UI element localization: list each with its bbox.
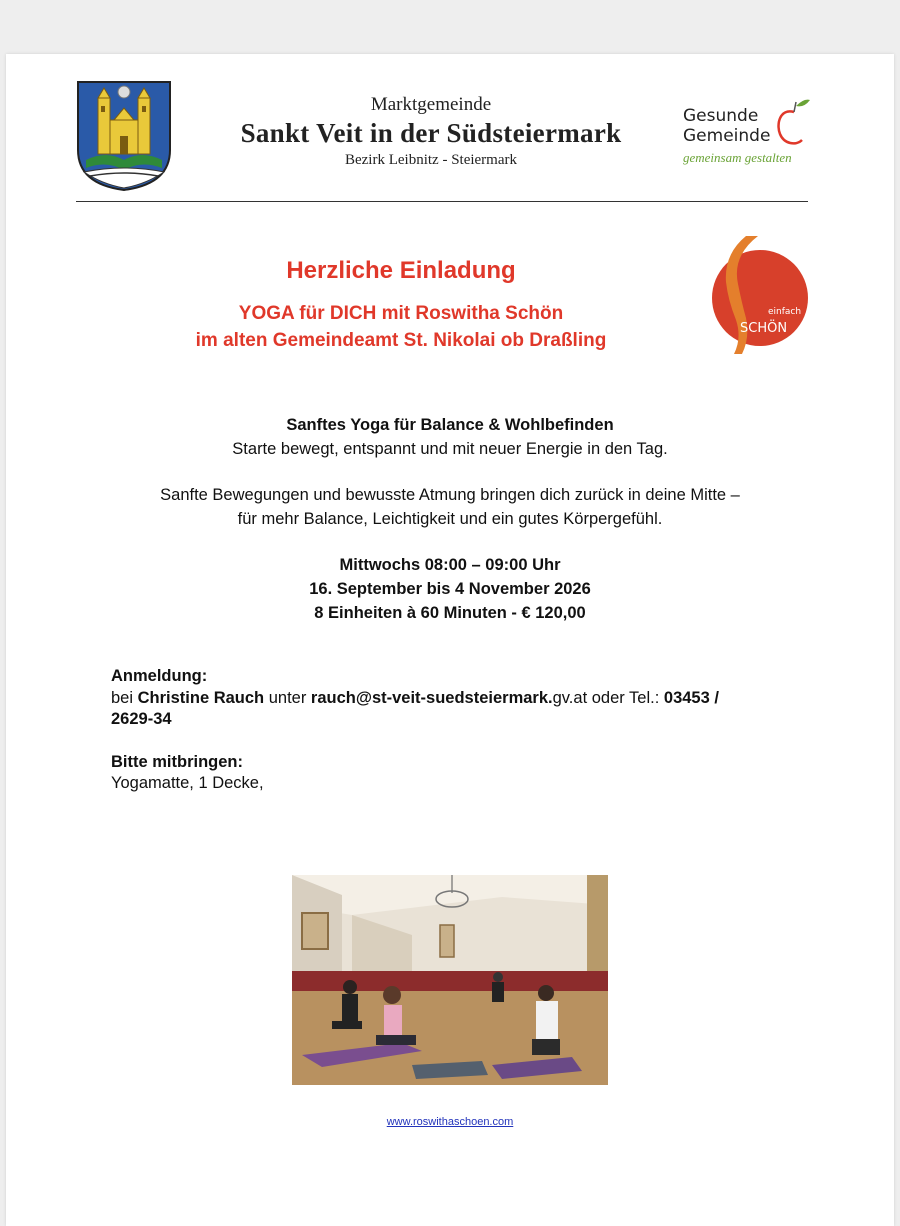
intro-body-line2: für mehr Balance, Leichtigkeit und ein gutes Körpergefühl. — [237, 510, 663, 528]
invitation-line1: YOGA für DICH mit Roswitha Schön — [238, 303, 564, 324]
intro-subline: Starte bewegt, entspannt und mit neuer Energie in den Tag. — [232, 440, 668, 458]
contact-name: Christine Rauch — [137, 689, 265, 707]
registration-mid: unter — [264, 689, 311, 707]
registration-label: Anmeldung: — [111, 667, 208, 685]
header-municipality-name: Sankt Veit in der Südsteiermark — [240, 118, 622, 148]
contact-phone-part2: 2629-34 — [111, 710, 172, 728]
schedule-units-price: 8 Einheiten à 60 Minuten - € 120,00 — [314, 604, 586, 622]
contact-email-rest: gv.at oder Tel.: — [552, 689, 664, 707]
intro-heading: Sanftes Yoga für Balance & Wohlbefinden — [286, 416, 614, 434]
registration-prefix: bei — [111, 689, 138, 707]
document-page — [6, 54, 894, 1226]
gg-logo-line1: Gesunde — [683, 106, 759, 126]
schedule-time: Mittwochs 08:00 – 09:00 Uhr — [339, 556, 561, 574]
header-line-municipality: Marktgemeinde — [370, 94, 492, 115]
schoen-logo-big-text: SCHÖN — [740, 321, 788, 336]
header-divider — [76, 201, 808, 202]
intro-body-line1: Sanfte Bewegungen und bewusste Atmung bringen dich zurück in deine Mitte – — [160, 486, 740, 504]
apple-icon — [772, 96, 812, 152]
invitation-title: Herzliche Einladung — [286, 257, 516, 284]
invitation-line2: im alten Gemeindeamt St. Nikolai ob Draßling — [195, 330, 607, 351]
municipal-crest-logo — [76, 80, 172, 192]
registration-text — [111, 688, 811, 730]
schoen-logo-small-text: einfach — [768, 307, 802, 317]
yoga-class-photo — [292, 875, 608, 1085]
bring-label: Bitte mitbringen: — [111, 753, 243, 771]
gesunde-gemeinde-logo — [678, 94, 818, 164]
bring-items: Yogamatte, 1 Decke, — [111, 774, 264, 792]
einfach-schoen-logo — [706, 234, 810, 356]
gg-logo-tagline: gemeinsam gestalten — [683, 150, 792, 165]
gg-logo-line2: Gemeinde — [683, 126, 771, 146]
header-district: Bezirk Leibnitz - Steiermark — [344, 152, 518, 168]
website-link[interactable]: www.roswithaschoen.com — [386, 1116, 514, 1128]
contact-email-bold: rauch@st-veit-suedsteiermark. — [310, 689, 553, 707]
contact-phone-part1: 03453 / — [663, 689, 719, 707]
schedule-dates: 16. September bis 4 November 2026 — [309, 580, 591, 598]
